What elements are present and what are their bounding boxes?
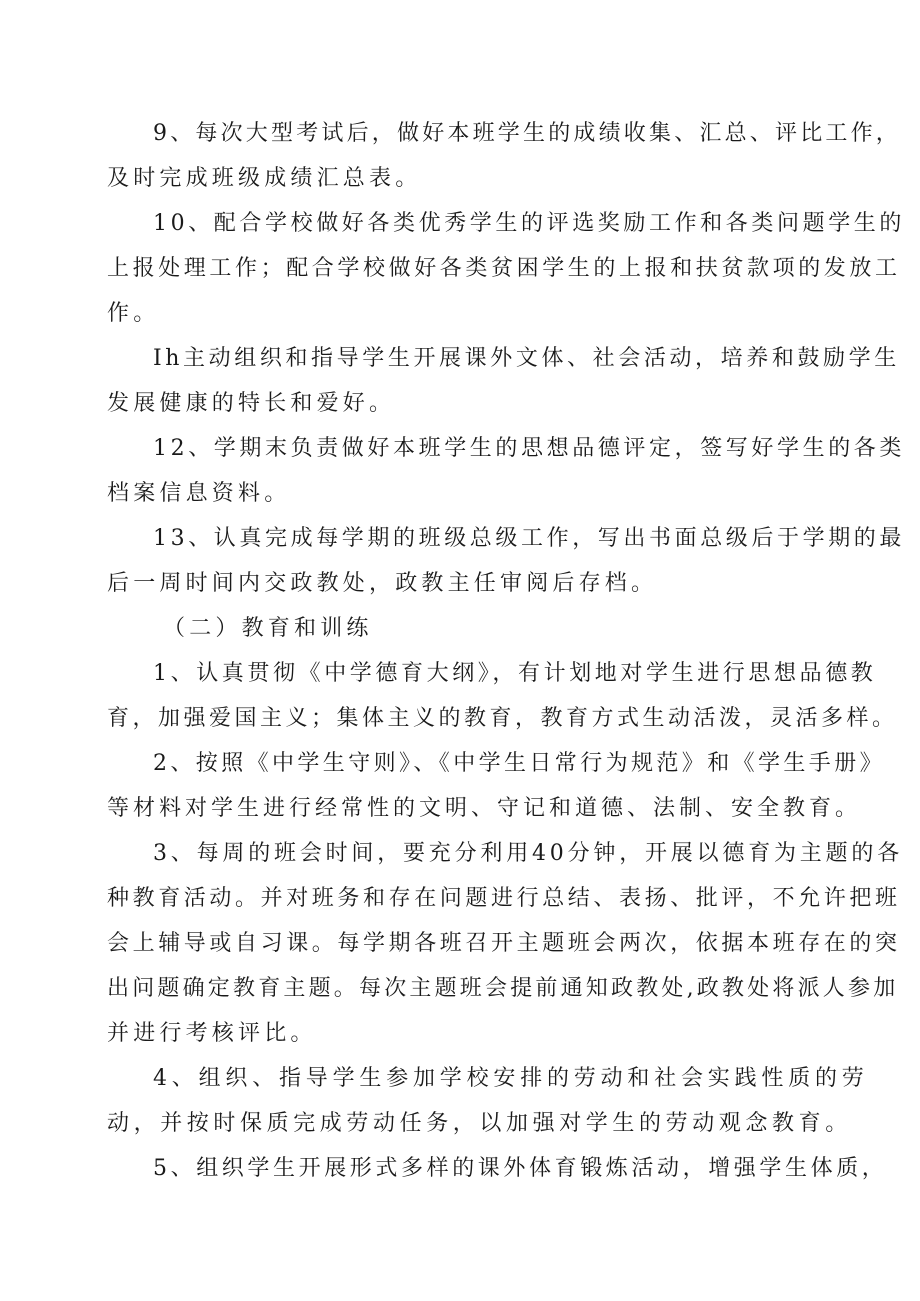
text-line: 发展健康的特长和爱好。 <box>107 391 396 416</box>
text-line: 及时完成班级成绩汇总表。 <box>107 166 422 191</box>
text-line: 上报处理工作；配合学校做好各类贫困学生的上报和扶贫款项的发放工 <box>107 256 901 281</box>
text-line: 种教育活动。并对班务和存在问题进行总结、表扬、批评，不允许把班 <box>107 886 901 911</box>
text-line: 12、学期末负责做好本班学生的思想品德评定，签写好学生的各类 <box>153 436 905 461</box>
text-line: 2、按照《中学生守则》、《中学生日常行为规范》和《学生手册》 <box>153 751 885 776</box>
text-line: 4、组织、指导学生参加学校安排的劳动和社会实践性质的劳 <box>153 1066 869 1091</box>
text-line: 育，加强爱国主义；集体主义的教育，教育方式生动活泼，灵活多样。 <box>107 706 898 731</box>
text-line: 等材料对学生进行经常性的文明、守记和道德、法制、安全教育。 <box>107 796 862 821</box>
text-line: 出问题确定教育主题。每次主题班会提前通知政教处,政教处将派人参加 <box>107 976 899 1001</box>
text-line: 档案信息资料。 <box>107 481 291 506</box>
text-line: 1、认真贯彻《中学德育大纲》，有计划地对学生进行思想品德教 <box>153 661 877 686</box>
text-line: 10、配合学校做好各类优秀学生的评选奖励工作和各类问题学生的 <box>153 211 905 236</box>
text-line: 3、每周的班会时间，要充分利用40分钟，开展以德育为主题的各 <box>153 841 903 866</box>
text-line: 作。 <box>107 301 160 326</box>
text-line: 9、每次大型考试后，做好本班学生的成绩收集、汇总、评比工作， <box>153 121 901 146</box>
text-line: Ih主动组织和指导学生开展课外文体、社会活动，培养和鼓励学生 <box>153 346 900 371</box>
text-line: 5、组织学生开展形式多样的课外体育锻炼活动，增强学生体质， <box>153 1156 888 1181</box>
section-heading: （二）教育和训练 <box>163 616 373 641</box>
text-line: 动，并按时保质完成劳动任务，以加强对学生的劳动观念教育。 <box>107 1111 852 1136</box>
text-line: 并进行考核评比。 <box>107 1021 317 1046</box>
text-line: 后一周时间内交政教处，政教主任审阅后存档。 <box>107 571 658 596</box>
text-line: 13、认真完成每学期的班级总级工作，写出书面总级后于学期的最 <box>153 526 905 551</box>
text-line: 会上辅导或自习课。每学期各班召开主题班会两次，依据本班存在的突 <box>107 931 901 956</box>
